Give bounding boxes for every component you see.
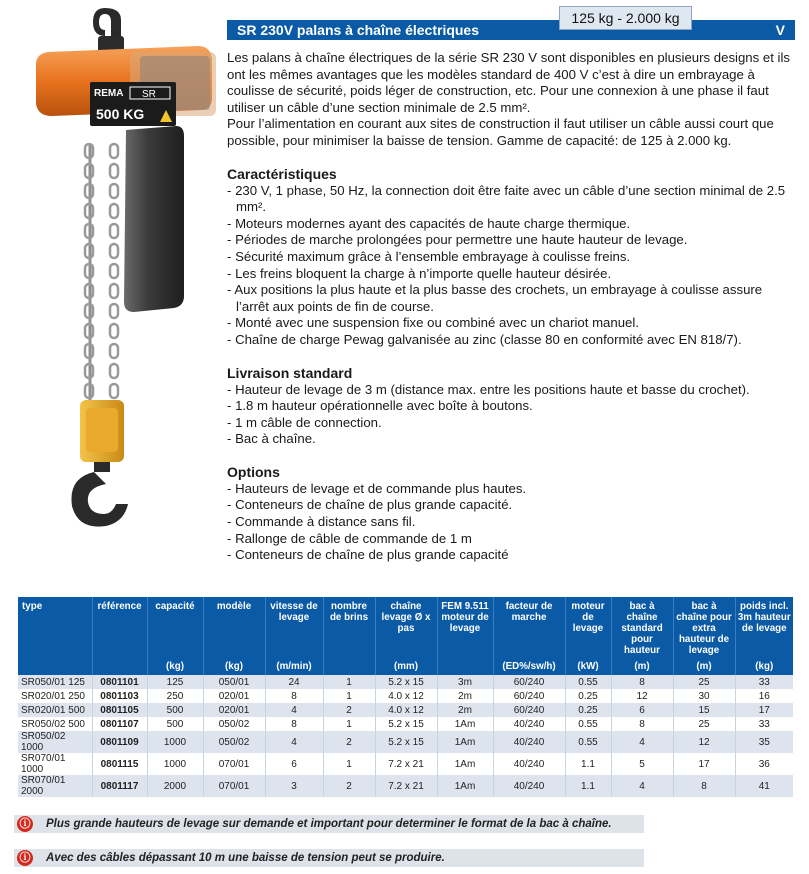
- table-cell: 3: [265, 775, 323, 797]
- column-header-unit: (kg): [166, 661, 184, 672]
- table-cell: SR070/01 2000: [18, 775, 92, 797]
- table-cell: SR020/01 250: [18, 689, 92, 703]
- note-text: Plus grande hauteurs de levage sur demande et important pour determiner le format de la bac à chaîne.: [46, 818, 612, 830]
- list-item: - Commande à distance sans fil.: [227, 514, 797, 531]
- table-cell: 4: [265, 703, 323, 717]
- table-cell: 8: [265, 689, 323, 703]
- section-heading-options: Options: [227, 463, 280, 480]
- column-header: [611, 597, 673, 675]
- table-cell: 050/02: [203, 717, 265, 731]
- table-cell: 2: [323, 775, 375, 797]
- column-header-unit: (ED%/sw/h): [502, 661, 556, 672]
- table-cell: SR020/01 500: [18, 703, 92, 717]
- column-header-label: facteur de marche: [505, 601, 553, 623]
- column-header-label: nombre de brins: [329, 601, 369, 623]
- table-cell: 0.55: [565, 675, 611, 689]
- column-header-label: vitesse de levage: [270, 601, 318, 623]
- list-item: - Hauteur de levage de 3 m (distance max. entre les positions haute et basse du crochet).: [227, 382, 797, 399]
- column-header: [565, 597, 611, 675]
- table-cell: 2000: [147, 775, 203, 797]
- table-cell: 4: [611, 775, 673, 797]
- table-cell: 7.2 x 21: [375, 775, 437, 797]
- section-heading-livraison: Livraison standard: [227, 364, 353, 381]
- table-cell: 070/01: [203, 775, 265, 797]
- list-item: - 230 V, 1 phase, 50 Hz, la connection doit être faite avec un câble d’une section minimal de 2.5 mm².: [227, 183, 797, 216]
- table-cell: 2m: [437, 703, 493, 717]
- table-cell: 5.2 x 15: [375, 675, 437, 689]
- column-header-unit: (kW): [577, 661, 599, 672]
- options-list: [227, 481, 797, 564]
- table-cell: 0801101: [92, 675, 147, 689]
- table-cell: 3m: [437, 675, 493, 689]
- column-header-label: bac à chaîne pour extra hauteur de levage: [676, 601, 732, 656]
- table-row: [18, 731, 793, 753]
- table-cell: 1.1: [565, 753, 611, 775]
- column-header-label: modèle: [216, 601, 252, 612]
- table-cell: 40/240: [493, 717, 565, 731]
- table-cell: 12: [611, 689, 673, 703]
- column-header-label: capacité: [155, 601, 195, 612]
- table-cell: 33: [735, 717, 793, 731]
- table-cell: 41: [735, 775, 793, 797]
- column-header-unit: [22, 672, 90, 675]
- page-title: SR 230V palans à chaîne électriques: [237, 22, 480, 38]
- table-cell: 7.2 x 21: [375, 753, 437, 775]
- table-cell: 25: [673, 675, 735, 689]
- table-cell: 1: [323, 689, 375, 703]
- column-header: [735, 597, 793, 675]
- table-cell: 2: [323, 731, 375, 753]
- table-cell: 0801105: [92, 703, 147, 717]
- table-cell: 4.0 x 12: [375, 703, 437, 717]
- specifications-table: [18, 597, 793, 797]
- table-cell: 6: [265, 753, 323, 775]
- list-item: - Périodes de marche prolongées pour permettre une haute hauteur de levage.: [227, 232, 797, 249]
- list-item: - 1.8 m hauteur opérationnelle avec boîte à boutons.: [227, 398, 797, 415]
- livraison-list: [227, 382, 797, 448]
- table-row: [18, 775, 793, 797]
- table-cell: 050/02: [203, 731, 265, 753]
- table-cell: 17: [735, 703, 793, 717]
- table-cell: 30: [673, 689, 735, 703]
- column-header: [203, 597, 265, 675]
- table-cell: 070/01: [203, 753, 265, 775]
- table-cell: 24: [265, 675, 323, 689]
- table-cell: 60/240: [493, 703, 565, 717]
- table-cell: 8: [673, 775, 735, 797]
- list-item: - Bac à chaîne.: [227, 431, 797, 448]
- note-text: Avec des câbles dépassant 10 m une baisse de tension peut se produire.: [46, 852, 445, 864]
- column-header: [92, 597, 147, 675]
- column-header-label: FEM 9.511 moteur de levage: [441, 601, 489, 634]
- info-icon: ⓘ: [17, 850, 33, 866]
- table-cell: 0801117: [92, 775, 147, 797]
- table-cell: 0801115: [92, 753, 147, 775]
- table-cell: 4: [265, 731, 323, 753]
- list-item: - Conteneurs de chaîne de plus grande capacité: [227, 547, 797, 564]
- table-cell: 0.55: [565, 731, 611, 753]
- column-header-unit: (kg): [225, 661, 243, 672]
- table-cell: 250: [147, 689, 203, 703]
- table-cell: 500: [147, 717, 203, 731]
- table-cell: 5.2 x 15: [375, 731, 437, 753]
- table-cell: SR050/02 1000: [18, 731, 92, 753]
- table-cell: 0.55: [565, 717, 611, 731]
- table-cell: 020/01: [203, 703, 265, 717]
- table-cell: 16: [735, 689, 793, 703]
- table-header-row: [18, 597, 793, 675]
- table-cell: 8: [611, 717, 673, 731]
- column-header: [147, 597, 203, 675]
- table-cell: 40/240: [493, 753, 565, 775]
- table-row: [18, 753, 793, 775]
- table-cell: 1.1: [565, 775, 611, 797]
- table-cell: 0.25: [565, 703, 611, 717]
- column-header: [437, 597, 493, 675]
- column-header-unit: [95, 672, 145, 675]
- table-cell: 1Am: [437, 775, 493, 797]
- table-cell: 1000: [147, 731, 203, 753]
- table-cell: SR050/01 125: [18, 675, 92, 689]
- table-row: [18, 717, 793, 731]
- intro-paragraph: Les palans à chaîne électriques de la série SR 230 V sont disponibles en plusieurs designs et ils ont les mêmes avantages que les modèles standard de 400 V c’est à dire un embrayage à coulisse de sécurité, poids léger de construction, etc. Pour une connexion à une phase il faut utiliser un câble d’une section minimale de 2.5 mm².: [227, 50, 791, 115]
- list-item: - Les freins bloquent la charge à n’importe quelle hauteur désirée.: [227, 266, 797, 283]
- table-cell: 2: [323, 703, 375, 717]
- table-cell: 36: [735, 753, 793, 775]
- column-header-unit: (m/min): [276, 661, 312, 672]
- table-cell: 4: [611, 731, 673, 753]
- table-cell: 60/240: [493, 675, 565, 689]
- plate-load: 500 KG: [96, 106, 145, 122]
- table-cell: 0801107: [92, 717, 147, 731]
- table-row: [18, 703, 793, 717]
- caracteristiques-list: [227, 183, 797, 349]
- table-body: [18, 675, 793, 797]
- list-item: - Hauteurs de levage et de commande plus hautes.: [227, 481, 797, 498]
- table-cell: 25: [673, 717, 735, 731]
- table-cell: 4.0 x 12: [375, 689, 437, 703]
- section-heading-caracteristiques: Caractéristiques: [227, 165, 337, 182]
- column-header-label: bac à chaîne standard pour hauteur: [621, 601, 663, 656]
- column-header-unit: [326, 672, 373, 675]
- hoist-product-image: [30, 4, 220, 534]
- note-voltage-drop: [14, 849, 644, 867]
- list-item: - 1 m câble de connection.: [227, 415, 797, 432]
- table-cell: 500: [147, 703, 203, 717]
- note-lifting-height: [14, 815, 644, 833]
- description-column: [227, 50, 797, 564]
- column-header-label: poids incl. 3m hauteur de levage: [737, 601, 791, 634]
- column-header-label: chaîne levage Ø x pas: [381, 601, 431, 634]
- list-item: - Moteurs modernes ayant des capacités de haute charge thermique.: [227, 216, 797, 233]
- column-header: [493, 597, 565, 675]
- table-cell: 40/240: [493, 731, 565, 753]
- column-header-label: référence: [97, 601, 142, 612]
- column-header: [323, 597, 375, 675]
- plate-brand: REMA: [94, 88, 124, 99]
- table-cell: 0801103: [92, 689, 147, 703]
- capacity-range-badge: 125 kg - 2.000 kg: [559, 6, 692, 30]
- table-cell: 33: [735, 675, 793, 689]
- list-item: - Monté avec une suspension fixe ou combiné avec un chariot manuel.: [227, 315, 797, 332]
- table-cell: 12: [673, 731, 735, 753]
- table-cell: SR070/01 1000: [18, 753, 92, 775]
- table-cell: 40/240: [493, 775, 565, 797]
- table-row: [18, 689, 793, 703]
- table-cell: 1: [323, 717, 375, 731]
- column-header-unit: (kg): [755, 661, 774, 672]
- table-cell: 1Am: [437, 753, 493, 775]
- table-cell: 1: [323, 675, 375, 689]
- intro-paragraph: Pour l’alimentation en courant aux sites de construction il faut utiliser un câble aussi court que possible, pour minimiser la baisse de tension. Gamme de capacité: de 125 à 2.000 kg.: [227, 116, 774, 148]
- table-cell: 020/01: [203, 689, 265, 703]
- table-cell: 0801109: [92, 731, 147, 753]
- table-cell: 17: [673, 753, 735, 775]
- table-cell: 1000: [147, 753, 203, 775]
- table-cell: 125: [147, 675, 203, 689]
- section-marker: V: [775, 22, 785, 38]
- table-cell: 8: [611, 675, 673, 689]
- title-bar: [227, 20, 795, 40]
- list-item: - Conteneurs de chaîne de plus grande capacité.: [227, 497, 797, 514]
- table-cell: 1Am: [437, 717, 493, 731]
- column-header-unit: (m): [696, 661, 712, 672]
- list-item: - Chaîne de charge Pewag galvanisée au zinc (classe 80 en conformité avec EN 818/7).: [227, 332, 797, 349]
- table-cell: 5.2 x 15: [375, 717, 437, 731]
- list-item: - Sécurité maximum grâce à l’ensemble embrayage à coulisse freins.: [227, 249, 797, 266]
- table-cell: 050/01: [203, 675, 265, 689]
- table-cell: 15: [673, 703, 735, 717]
- plate-model: SR: [142, 89, 156, 100]
- column-header-unit: (m): [634, 661, 650, 672]
- table-cell: 60/240: [493, 689, 565, 703]
- column-header-unit: (mm): [394, 661, 418, 672]
- column-header: [18, 597, 92, 675]
- table-cell: 5: [611, 753, 673, 775]
- table-cell: 0.25: [565, 689, 611, 703]
- column-header-unit: [440, 672, 491, 675]
- info-icon: ⓘ: [17, 816, 33, 832]
- table-cell: 1Am: [437, 731, 493, 753]
- table-cell: 2m: [437, 689, 493, 703]
- column-header-label: moteur de levage: [571, 601, 605, 634]
- table-cell: 8: [265, 717, 323, 731]
- table-row: [18, 675, 793, 689]
- column-header: [375, 597, 437, 675]
- list-item: - Aux positions la plus haute et la plus basse des crochets, un embrayage à coulisse assure l’arrêt aux points de fin de course.: [227, 282, 797, 315]
- column-header: [673, 597, 735, 675]
- table-cell: 1: [323, 753, 375, 775]
- column-header-label: type: [22, 601, 43, 612]
- table-cell: 6: [611, 703, 673, 717]
- list-item: - Rallonge de câble de commande de 1 m: [227, 531, 797, 548]
- column-header: [265, 597, 323, 675]
- table-cell: SR050/02 500: [18, 717, 92, 731]
- table-cell: 35: [735, 731, 793, 753]
